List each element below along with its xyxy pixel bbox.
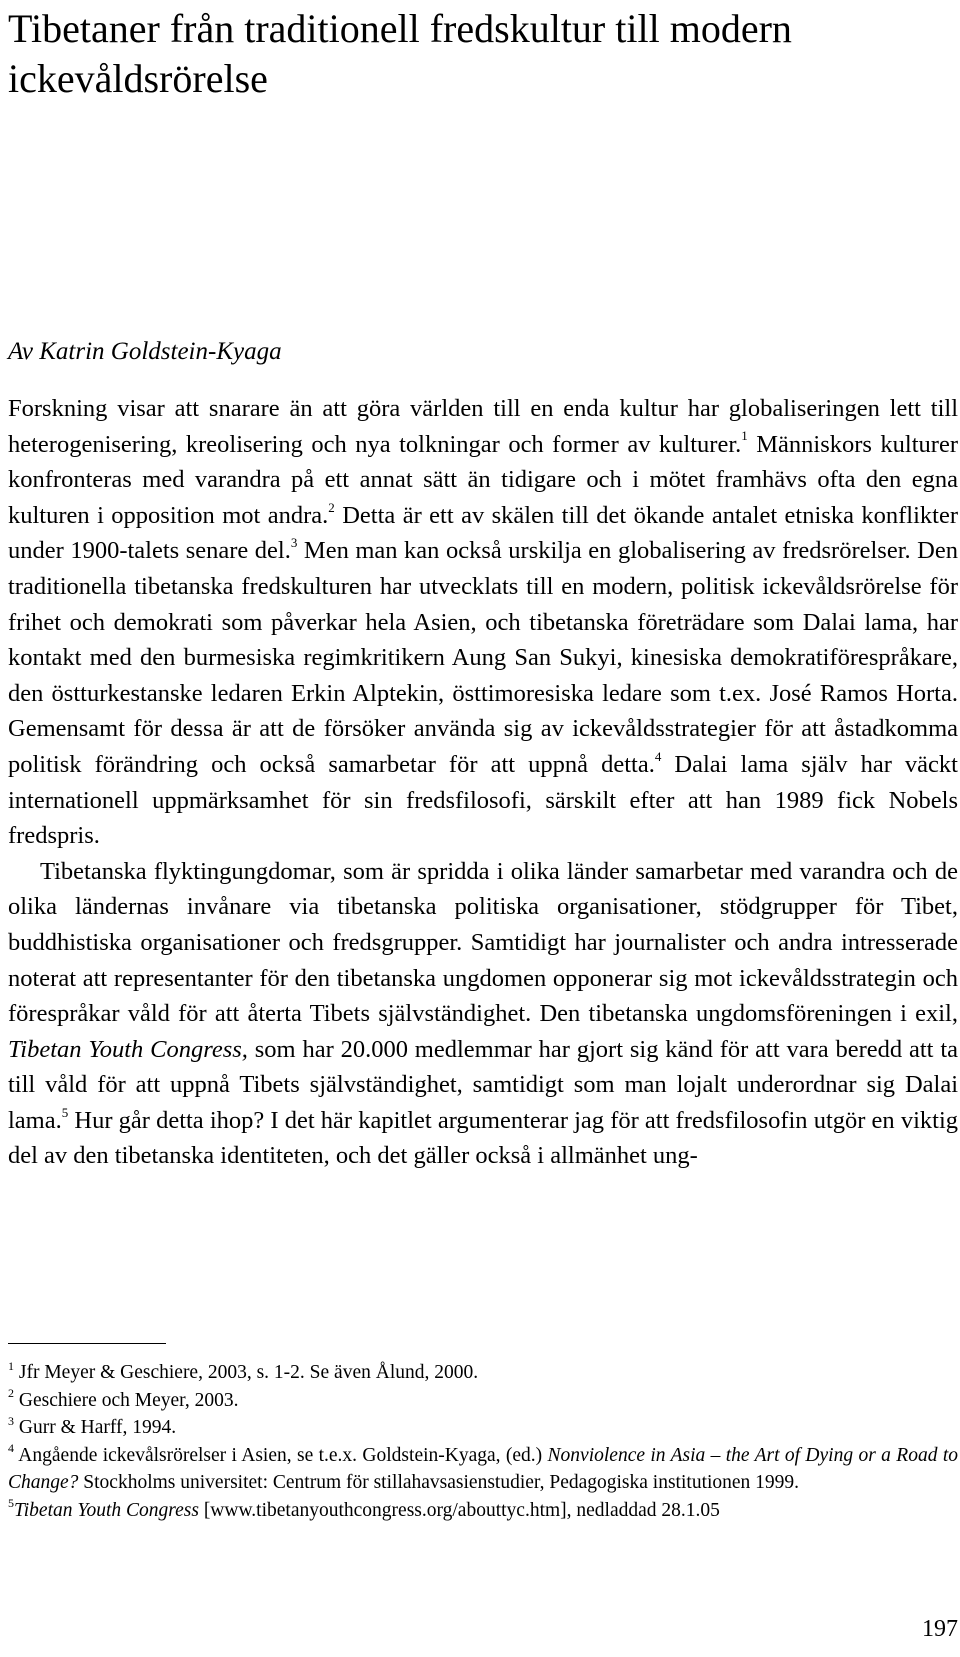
footnotes: [8, 1359, 958, 1524]
page: [8, 0, 958, 1657]
text-run: Tibetanska flyktingungdomar, som är spridda i olika länder samarbetar med varandra och de olika ländernas invånare via tibetanska politiska organisationer, stödgrupper för Tibet, buddhistiska organisationer och fredsgrupper. Samtidigt har journalister och andra intresserade noterat att representanter för den tibetanska ungdomen opponerar sig mot ickevåldsstrategin och förespråkar våld för att återta Tibets självständighet. Den tibetanska ungdomsföreningen i exil,: [8, 857, 958, 1028]
footnote-text: Jfr Meyer & Geschiere, 2003, s. 1-2. Se även Ålund, 2000.: [14, 1362, 479, 1383]
footnote-ref-1[interactable]: 1: [741, 428, 748, 444]
body-text: [8, 391, 958, 1174]
text-run: Hur går detta ihop? I det här kapitlet argumenterar jag för att fredsfilosofin utgör en viktig del av den tibetanska identiteten, och det gäller också i allmänhet ung-: [8, 1106, 958, 1170]
paragraph-2: [8, 854, 958, 1174]
footnote-text: Stockholms universitet: Centrum för stillahavsasienstudier, Pedagogiska institutionen 1999.: [78, 1472, 800, 1493]
text-run: Men man kan också urskilja en globalisering av fredsrörelser. Den traditionella tibetanska fredskulturen har utvecklats till en modern, politisk ickevåldsrörelse för frihet och demokrati som påverkar hela Asien, och tibetanska företrädare som Dalai lama, har kontakt med den burmesiska regimkritikern Aung San Sukyi, kinesiska demokratiförespråkare, den östturkestanske ledaren Erkin Alptekin, östtimoresiska ledare som t.ex. José Ramos Horta. Gemensamt för dessa är att de försöker använda sig av ickevåldsstrategier för att åstadkomma politisk förändring och också samarbetar för att uppnå detta.: [8, 537, 958, 778]
footnote-text: Geschiere och Meyer, 2003.: [14, 1389, 239, 1411]
footnote-ref-5[interactable]: 5: [61, 1104, 69, 1120]
text-run: som har 20.000 medlemmar har gjort sig känd för att vara beredd att ta till våld för att uppnå Tibets självständighet, samtidigt som man lojalt underordnar sig Dalai lama.: [8, 1035, 958, 1134]
footnote-3: [8, 1414, 958, 1442]
page-number: 197: [922, 1616, 958, 1642]
footnote-5: [8, 1497, 958, 1525]
text-run: Dalai lama själv har väckt internationell uppmärksamhet för sin fredsfilosofi, särskilt efter att han 1989 fick Nobels fredspris.: [8, 750, 958, 850]
text-run: Människors kulturer konfronteras med varandra på ett annat sätt än tidigare och i mötet framhävs ofta den egna kulturen i opposition mot andra.: [8, 430, 958, 529]
footnote-number: 1: [8, 1358, 14, 1373]
footnote-text: [www.tibetanyouthcongress.org/abouttyc.htm], nedladdad 28.1.05: [198, 1499, 720, 1521]
footnote-italic: Nonviolence in Asia – the Art of Dying or a Road to Change?: [8, 1444, 958, 1493]
footnote-ref-2[interactable]: 2: [328, 499, 335, 515]
footnote-italic: Tibetan Youth Congress: [14, 1499, 199, 1521]
chapter-title: Tibetaner från traditionell fredskultur till modern ickevåldsrörelse: [8, 6, 792, 101]
footnote-ref-3[interactable]: 3: [290, 535, 298, 551]
footnote-ref-4[interactable]: 4: [654, 748, 662, 764]
text-run: Detta är ett av skälen till det ökande antalet etniska konflikter under 1900-talets senare del.: [8, 501, 958, 565]
paragraph-1: [8, 391, 958, 854]
footnote-text: Angående ickevålsrörelser i Asien, se t.e.x. Goldstein-Kyaga, (ed.): [14, 1444, 548, 1466]
footnote-2: [8, 1387, 958, 1415]
footnote-number: 2: [8, 1386, 14, 1400]
footnote-1: [8, 1359, 958, 1387]
text-run: Forskning visar att snarare än att göra världen till en enda kultur har globaliseringen lett till heterogenisering, kreolisering och nya tolkningar och former av kulturer.: [8, 395, 958, 458]
chapter-author: Av Katrin Goldstein-Kyaga: [8, 338, 282, 365]
footnote-separator: [8, 1343, 166, 1344]
footnote-number: 5: [8, 1496, 14, 1510]
italic-run: Tibetan Youth Congress,: [8, 1035, 248, 1063]
footnote-text: Gurr & Harff, 1994.: [14, 1417, 177, 1438]
footnote-number: 3: [8, 1413, 14, 1428]
footnote-4: [8, 1442, 958, 1497]
footnote-number: 4: [8, 1441, 14, 1455]
